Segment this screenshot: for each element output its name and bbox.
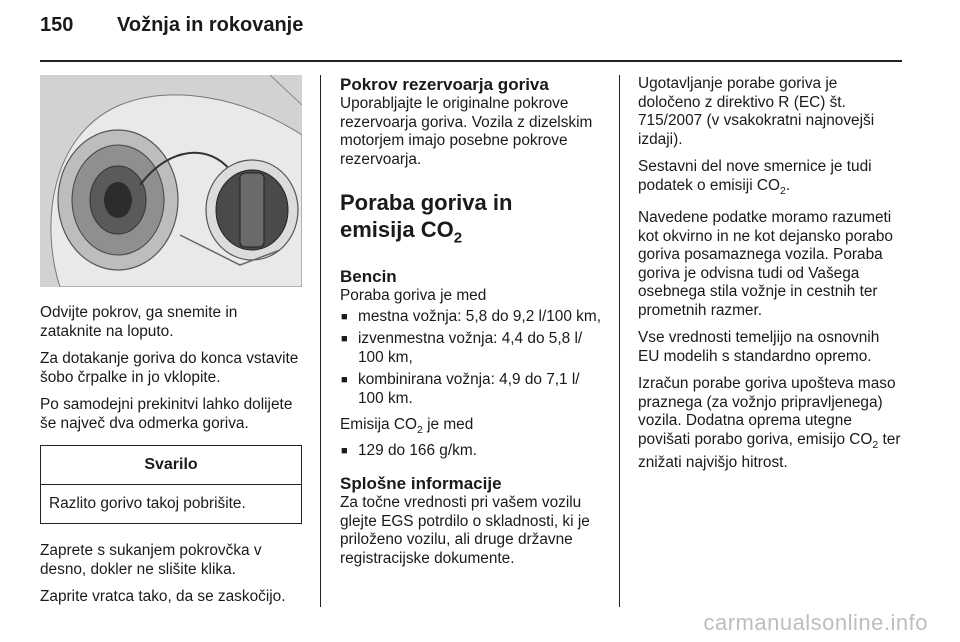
warning-text: Razlito gorivo takoj pobrišite. xyxy=(49,494,246,512)
fuel-cap-drawing xyxy=(40,75,302,287)
heading-petrol: Bencin xyxy=(340,267,397,287)
heading-line-2: emisija CO xyxy=(340,217,454,242)
column-divider xyxy=(619,75,620,607)
paragraph-general-info: Za točne vrednosti pri vašem vozilu glejte EGS potrdilo o skladnosti, ki je priloženo vozilu, ali druge državne registracijske dokumente. xyxy=(340,494,590,567)
mass-suffix: ter znižati najvišjo hitrost. xyxy=(638,430,901,472)
paragraph-guideline: Navedene podatke moramo razumeti kot okvirno in ne kot dejansko porabo goriva posamaznega vozila. Poraba goriva je odvisna tudi od Vašega osebnega stila vožnje in cestnih ter prometnih razmer. xyxy=(638,209,893,319)
mass-subscript: 2 xyxy=(872,438,879,451)
co2-subscript: 2 xyxy=(780,184,786,197)
consumption-list xyxy=(340,308,602,409)
list-item: ■ kombinirana vožnja: 4,9 do 7,1 l/ 100 km. xyxy=(340,371,602,408)
warning-box xyxy=(40,445,302,524)
column-divider xyxy=(320,75,321,607)
column-middle xyxy=(340,75,602,577)
watermark: carmanualsonline.info xyxy=(703,610,928,635)
fuel-filler-cap-illustration xyxy=(40,75,302,287)
emission-text: Emisija CO xyxy=(340,416,417,434)
page-title: Vožnja in rokovanje xyxy=(117,14,304,36)
column-left xyxy=(40,75,302,616)
paragraph-mass-calculation xyxy=(638,375,904,473)
list-item: ■ izvenmestna vožnja: 4,4 do 5,8 l/ 100 km, xyxy=(340,330,602,367)
heading-general-info: Splošne informacije xyxy=(340,474,502,494)
warning-title: Svarilo xyxy=(41,446,301,485)
paragraph-co2-data xyxy=(638,158,904,200)
emission-suffix: je med xyxy=(422,416,474,434)
co2-suffix: . xyxy=(785,176,791,194)
paragraph-top-up: Po samodejni prekinitvi lahko dolijete še največ dva odmerka goriva. xyxy=(40,396,293,432)
paragraph-fuel-cap: Uporabljajte le originalne pokrove rezervoarja goriva. Vozila z dizelskim motorjem imajo posebne pokrove rezervoarja. xyxy=(340,95,593,168)
emission-list xyxy=(340,442,602,461)
column-right xyxy=(638,75,904,482)
co2-text: Sestavni del nove smernice je tudi podatek o emisiji CO xyxy=(638,158,872,194)
page-number: 150 xyxy=(40,14,74,36)
paragraph-refuel-nozzle: Za dotakanje goriva do konca vstavite šobo črpalke in jo vklopite. xyxy=(40,350,299,386)
heading-subscript: 2 xyxy=(453,229,463,247)
header-divider xyxy=(40,60,902,62)
paragraph-close-flap: Zaprite vratca tako, da se zaskočijo. xyxy=(40,588,286,605)
paragraph-directive: Ugotavljanje porabe goriva je določeno z direktivo R (EC) št. 715/2007 (v vsakokratni najnovejši izdaji). xyxy=(638,75,875,148)
heading-fuel-cap: Pokrov rezervoarja goriva xyxy=(340,75,549,94)
paragraph-consumption: Poraba goriva je med xyxy=(340,287,487,305)
paragraph-unscrew-cap: Odvijte pokrov, ga snemite in zataknite na loputo. xyxy=(40,304,238,340)
list-item: ■ mestna vožnja: 5,8 do 9,2 l/100 km, xyxy=(340,308,602,327)
page-header xyxy=(40,14,303,54)
paragraph-close-cap: Zaprete s sukanjem pokrovčka v desno, dokler ne slišite klika. xyxy=(40,542,262,578)
paragraph-emission xyxy=(340,416,602,440)
heading-line-1: Poraba goriva in xyxy=(340,190,513,215)
paragraph-eu-models: Vse vrednosti temeljijo na osnovnih EU modelih s standardno opremo. xyxy=(638,329,880,365)
list-item: ■ 129 do 166 g/km. xyxy=(340,442,602,461)
heading-consumption-emission xyxy=(340,189,602,251)
emission-subscript: 2 xyxy=(416,424,423,437)
mass-text: Izračun porabe goriva upošteva maso praznega (za vožnjo pripravljenega) vozila. Dodatna oprema utegne povišati porabo goriva, emisijo CO xyxy=(638,375,896,448)
